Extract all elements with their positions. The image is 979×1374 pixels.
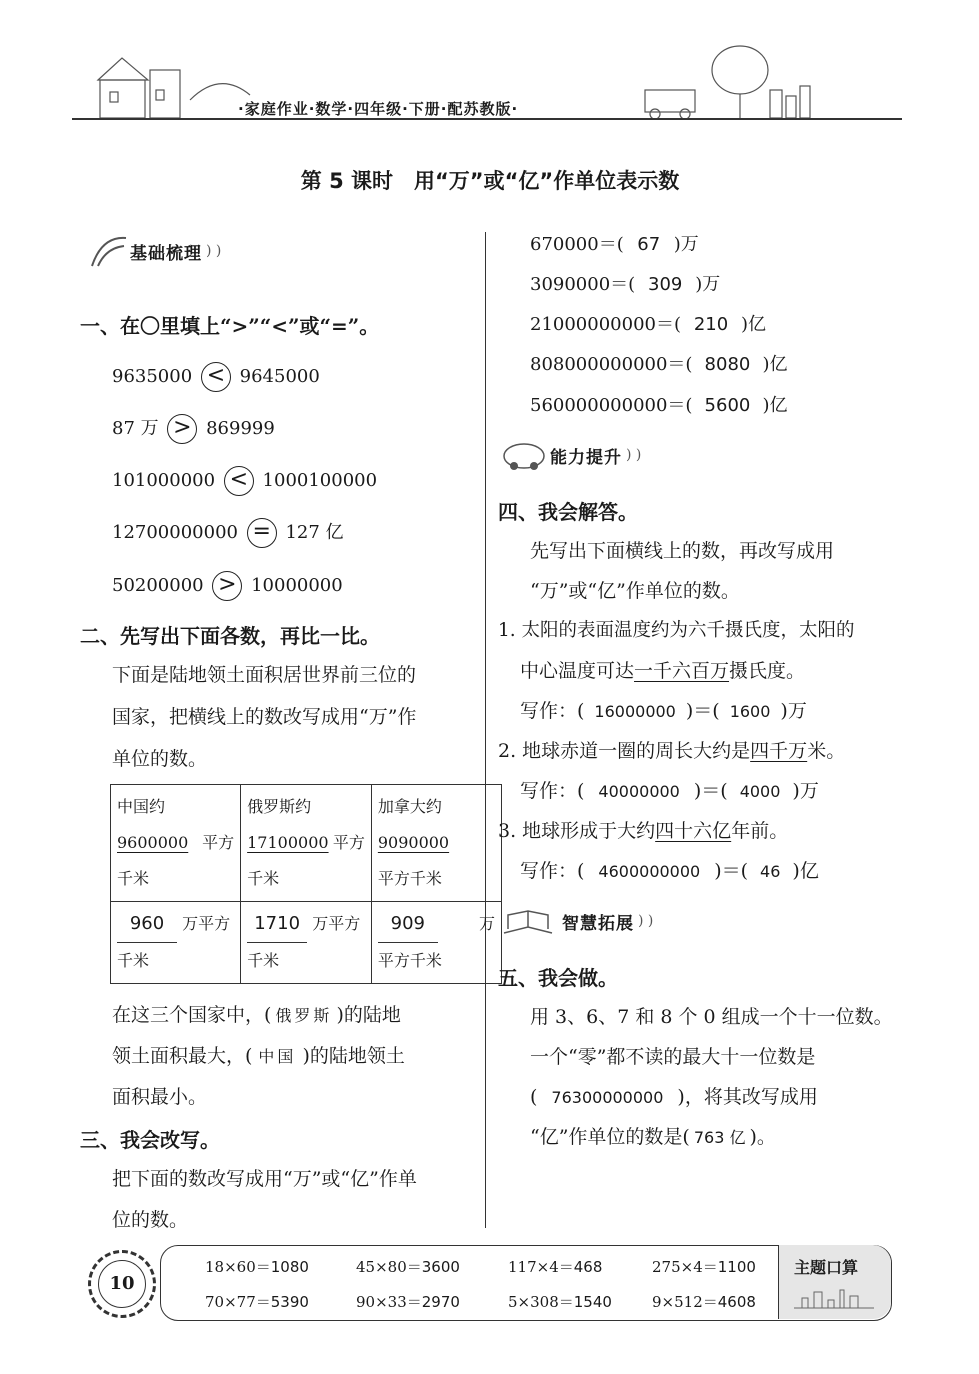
city-skyline-icon <box>792 1282 878 1310</box>
section2-intro-3: 单位的数。 <box>112 748 208 770</box>
calc-answer[interactable]: 2970 <box>421 1293 460 1311</box>
calc-answer[interactable]: 4608 <box>717 1293 756 1311</box>
header-title: ·家庭作业·数学·四年级·下册·配苏教版· <box>238 100 519 118</box>
answer-unit: 千米 <box>247 951 280 970</box>
compare-item-1 <box>112 362 320 392</box>
answer-input[interactable]: 4600000000 <box>598 862 701 881</box>
rewrite-unit: )亿 <box>762 395 788 416</box>
wave-icon: ) ) <box>638 913 654 929</box>
answer-input[interactable]: 210 <box>693 314 729 335</box>
answer-input[interactable]: 8080 <box>704 354 751 375</box>
answer-unit: 万平方 <box>312 914 361 933</box>
country-name: 中国约 <box>117 797 166 816</box>
underlined-number: 一千六百万 <box>634 660 730 682</box>
answer-input[interactable]: 40000000 <box>598 782 680 801</box>
area-value: 9090000 <box>377 833 450 852</box>
calc-question: 45×80＝ <box>356 1258 422 1276</box>
area-unit: 千米 <box>247 869 280 888</box>
text: 中心温度可达 <box>520 660 635 682</box>
section2-intro-1: 下面是陆地领土面积居世界前三位的 <box>112 664 417 686</box>
text: )亿 <box>792 860 819 882</box>
rewrite-item-5 <box>530 391 787 417</box>
calc-item <box>205 1291 309 1312</box>
country-name: 加拿大约 <box>377 797 442 816</box>
compare-left: 101000000 <box>112 470 216 491</box>
rewrite-item-2 <box>530 270 720 296</box>
question-2-answer <box>520 776 819 803</box>
calc-answer[interactable]: 1540 <box>573 1293 612 1311</box>
wave-icon: ) ) <box>626 447 642 463</box>
section4-intro-2: “万”或“亿”作单位的数。 <box>530 580 740 602</box>
text: 米。 <box>807 740 846 762</box>
question-3-answer <box>520 856 819 883</box>
section1-title: 一、在〇里填上“>”“<”或“=”。 <box>80 314 380 338</box>
answer-unit: 万平方 <box>182 914 231 933</box>
calc-answer[interactable]: 468 <box>573 1258 603 1276</box>
section2-conclusion-2 <box>112 1041 405 1068</box>
rewrite-number: 21000000000＝( <box>530 314 681 335</box>
compare-sign-input[interactable]: < <box>224 466 254 496</box>
compare-left: 50200000 <box>112 575 204 596</box>
text: 写作：( <box>520 700 585 722</box>
section3-intro-2: 位的数。 <box>112 1209 189 1231</box>
answer-input[interactable]: 1710 <box>247 906 307 943</box>
calc-question: 117×4＝ <box>508 1258 574 1276</box>
section4-intro-1: 先写出下面横线上的数，再改写成用 <box>530 540 835 562</box>
answer-input[interactable]: 46 <box>760 862 781 881</box>
calc-answer[interactable]: 3600 <box>421 1258 460 1276</box>
text: )万 <box>792 780 819 802</box>
area-unit: 千米 <box>117 869 150 888</box>
calc-item <box>356 1256 460 1277</box>
text: 领土面积最大，( <box>112 1045 253 1067</box>
question-1-line-2 <box>520 656 805 683</box>
text: 年前。 <box>731 820 789 842</box>
rewrite-unit: )万 <box>695 274 721 295</box>
compare-right: 10000000 <box>251 575 343 596</box>
tree-car-illustration <box>645 46 810 119</box>
calc-item <box>652 1256 756 1277</box>
section5-title: 五、我会做。 <box>498 966 618 990</box>
compare-item-2 <box>112 414 275 444</box>
answer-input[interactable]: 309 <box>648 274 683 295</box>
banner-wisdom <box>500 904 653 938</box>
text: 摄氏度。 <box>729 660 806 682</box>
banner-ability <box>500 438 641 472</box>
answer-input[interactable]: 中国 <box>258 1047 297 1066</box>
section2-conclusion-1 <box>112 1000 401 1027</box>
section4-title: 四、我会解答。 <box>498 500 638 524</box>
answer-input[interactable]: 俄罗斯 <box>275 1006 333 1025</box>
wave-icon: ) ) <box>206 243 222 259</box>
rewrite-number: 808000000000＝( <box>530 354 693 375</box>
calc-question: 5×308＝ <box>508 1293 574 1311</box>
text: 写作：( <box>520 780 585 802</box>
section5-line-2: 一个“零”都不读的最大十一位数是 <box>530 1046 816 1068</box>
compare-item-4 <box>112 518 344 548</box>
text: )＝( <box>714 860 749 882</box>
text: )，将其改写成用 <box>677 1086 818 1108</box>
compare-sign-input[interactable]: > <box>212 571 242 601</box>
answer-input[interactable]: 909 <box>378 906 438 943</box>
calc-answer[interactable]: 5390 <box>270 1293 309 1311</box>
answer-input[interactable]: 67 <box>637 234 661 255</box>
compare-right: 9645000 <box>239 366 320 387</box>
text: ( <box>530 1086 538 1108</box>
compare-left: 12700000000 <box>112 522 238 543</box>
table-answer-canada <box>371 902 501 984</box>
compare-right: 127 亿 <box>285 522 344 543</box>
text: )＝( <box>685 700 720 722</box>
text: 写作：( <box>520 860 585 882</box>
table-cell-canada <box>371 785 501 902</box>
area-value: 9600000 <box>117 833 189 852</box>
car-icon <box>500 438 550 472</box>
section5-line-4 <box>530 1122 776 1149</box>
answer-input[interactable]: 76300000000 <box>551 1088 664 1107</box>
rewrite-unit: )万 <box>673 234 699 255</box>
section5-line-3 <box>530 1082 818 1109</box>
answer-input[interactable]: 16000000 <box>594 702 676 721</box>
text: )的陆地领土 <box>302 1045 405 1067</box>
underlined-number: 四千万 <box>750 740 808 762</box>
answer-unit: 平方千米 <box>377 951 442 970</box>
compare-sign-input[interactable]: < <box>201 362 231 392</box>
banner-ability-label: 能力提升 <box>550 447 622 468</box>
area-unit: 平方 <box>332 833 365 852</box>
text: )。 <box>749 1126 776 1148</box>
lesson-title: 第 5 课时 用“万”或“亿”作单位表示数 <box>300 169 680 193</box>
calc-item <box>652 1291 756 1312</box>
question-2-line-1 <box>498 736 845 763</box>
house-illustration <box>98 58 250 118</box>
section5-line-1: 用 3、6、7 和 8 个 0 组成一个十一位数。 <box>530 1006 893 1028</box>
compare-left: 87 万 <box>112 418 159 439</box>
answer-unit: 万 <box>478 914 495 933</box>
compare-sign-input[interactable]: = <box>247 518 277 548</box>
answer-input[interactable]: 960 <box>117 906 177 943</box>
calc-item <box>508 1256 602 1277</box>
text: )的陆地 <box>336 1004 401 1026</box>
calc-question: 9×512＝ <box>652 1293 718 1311</box>
calc-item <box>205 1256 309 1277</box>
calc-answer[interactable]: 1100 <box>717 1258 756 1276</box>
banner-basic <box>88 234 221 268</box>
section3-intro-1: 把下面的数改写成用“万”或“亿”作单 <box>112 1168 417 1190</box>
calc-question: 70×77＝ <box>205 1293 271 1311</box>
country-name: 俄罗斯约 <box>247 797 312 816</box>
rewrite-number: 3090000＝( <box>530 274 636 295</box>
compare-item-5 <box>112 571 343 601</box>
banner-wisdom-label: 智慧拓展 <box>562 913 634 934</box>
rewrite-item-1 <box>530 230 699 256</box>
compare-right: 869999 <box>206 418 275 439</box>
calc-question: 90×33＝ <box>356 1293 422 1311</box>
rewrite-number: 670000＝( <box>530 234 624 255</box>
section2-conclusion-3: 面积最小。 <box>112 1086 208 1108</box>
compare-left: 9635000 <box>112 366 193 387</box>
calc-question: 275×4＝ <box>652 1258 718 1276</box>
calc-item <box>508 1291 612 1312</box>
rewrite-item-4 <box>530 350 787 376</box>
area-value: 17100000 <box>247 833 329 852</box>
swirl-icon <box>88 232 130 270</box>
compare-right: 1000100000 <box>262 470 378 491</box>
rewrite-unit: )亿 <box>741 314 767 335</box>
text: 3. 地球形成于大约 <box>498 820 656 842</box>
underlined-number: 四十六亿 <box>655 820 732 842</box>
answer-input[interactable]: 5600 <box>704 395 751 416</box>
rewrite-number: 560000000000＝( <box>530 395 693 416</box>
question-1-line-1: 1. 太阳的表面温度约为六千摄氏度，太阳的 <box>498 620 855 641</box>
text: )万 <box>780 700 807 722</box>
table-row <box>111 785 502 902</box>
section2-title: 二、先写出下面各数，再比一比。 <box>80 624 380 648</box>
text: )＝( <box>693 780 728 802</box>
book-icon <box>500 903 562 939</box>
column-divider <box>485 232 486 1228</box>
answer-input[interactable]: 763 亿 <box>693 1128 746 1147</box>
section3-title: 三、我会改写。 <box>80 1128 220 1152</box>
page-number: 10 <box>98 1260 146 1308</box>
text: 2. 地球赤道一圈的周长大约是 <box>498 740 751 762</box>
area-unit: 平方 <box>202 833 235 852</box>
table-cell-china <box>111 785 241 902</box>
table-answer-russia <box>241 902 372 984</box>
compare-sign-input[interactable]: > <box>167 414 197 444</box>
answer-input[interactable]: 4000 <box>739 782 781 801</box>
area-unit: 平方千米 <box>377 869 442 888</box>
table-row <box>111 902 502 984</box>
calc-answer[interactable]: 1080 <box>270 1258 309 1276</box>
calc-item <box>356 1291 460 1312</box>
question-3-line-1 <box>498 816 788 843</box>
text: “亿”作单位的数是( <box>530 1126 690 1148</box>
question-1-answer <box>520 696 807 723</box>
compare-item-3 <box>112 466 377 496</box>
table-cell-russia <box>241 785 372 902</box>
banner-basic-label: 基础梳理 <box>130 243 202 264</box>
answer-input[interactable]: 1600 <box>729 702 771 721</box>
area-table <box>110 784 502 984</box>
text: 在这三个国家中，( <box>112 1004 272 1026</box>
calc-question: 18×60＝ <box>205 1258 271 1276</box>
section2-intro-2: 国家，把横线上的数改写成用“万”作 <box>112 706 417 728</box>
answer-unit: 千米 <box>117 951 150 970</box>
table-answer-china <box>111 902 241 984</box>
rewrite-unit: )亿 <box>762 354 788 375</box>
rewrite-item-3 <box>530 310 766 336</box>
footer-tab-label: 主题口算 <box>794 1258 859 1277</box>
